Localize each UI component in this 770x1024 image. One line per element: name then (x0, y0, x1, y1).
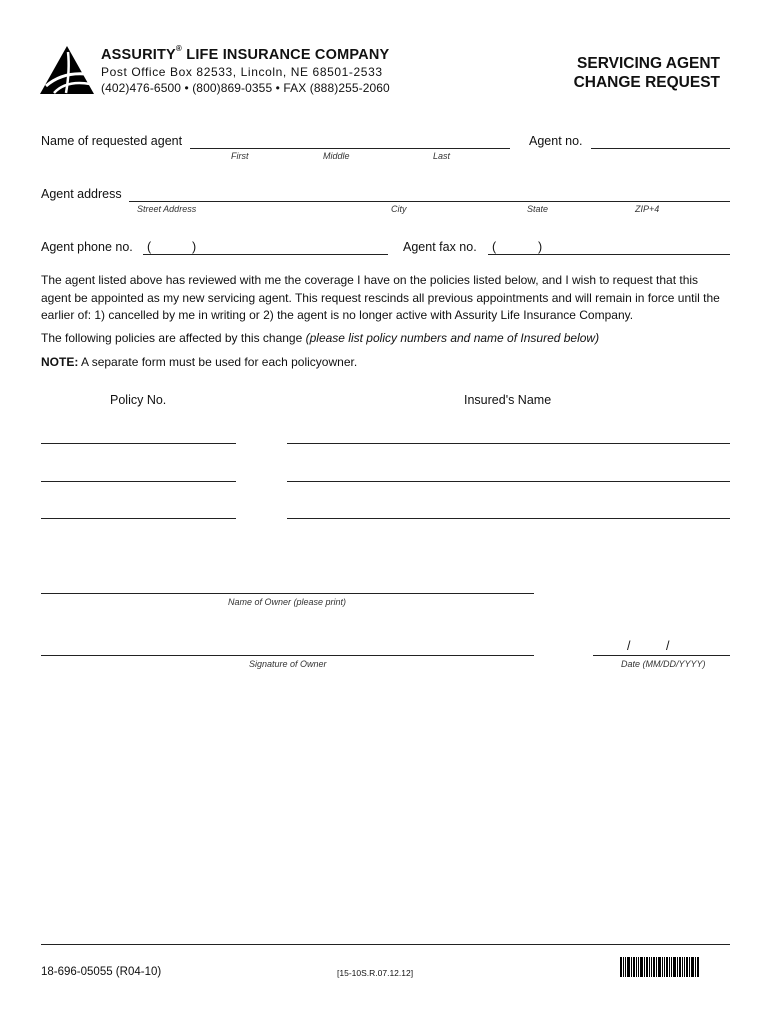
company-name-main: ASSURITY (101, 46, 176, 63)
company-address: Post Office Box 82533, Lincoln, NE 68501-2533 (101, 65, 383, 79)
request-paragraph: The agent listed above has reviewed with me the coverage I have on the policies listed below, and I wish to request that this agent be appointed as my new servicing agent. This request rescinds all previous appointments and will remain in force until the earlier of: 1) cancelled by me in writing or 2) the agent is no longer active with Assurity Life Insurance Company. (41, 273, 720, 322)
insured-name-field[interactable] (287, 443, 730, 444)
name-last-caption: Last (433, 151, 451, 161)
name-first-caption: First (231, 151, 249, 161)
owner-name-field[interactable] (41, 593, 534, 594)
barcode (620, 957, 724, 977)
name-middle-caption: Middle (323, 151, 350, 161)
date-slash-2: / (666, 639, 670, 653)
policies-intro-text: The following policies are affected by this change (41, 331, 306, 345)
registered-mark: ® (175, 44, 183, 53)
company-logo (40, 46, 94, 94)
form-number: 18-696-05055 (R04-10) (41, 966, 162, 978)
addr-state-caption: State (527, 204, 549, 214)
policies-intro (41, 330, 731, 348)
agent-phone-field[interactable] (143, 254, 388, 255)
policy-no-field[interactable] (41, 443, 236, 444)
company-name (101, 46, 389, 63)
agent-phone-label: Agent phone no. (41, 240, 133, 254)
addr-zip-caption: ZIP+4 (635, 204, 660, 214)
date-field[interactable] (593, 655, 730, 656)
policy-no-header: Policy No. (110, 393, 167, 407)
company-name-rest: LIFE INSURANCE COMPANY (182, 46, 390, 63)
agent-fax-field[interactable] (488, 254, 730, 255)
policy-no-field[interactable] (41, 481, 236, 482)
policy-no-field[interactable] (41, 518, 236, 519)
insured-name-field[interactable] (287, 518, 730, 519)
form-title-line1: SERVICING AGENT (577, 55, 720, 72)
owner-signature-field[interactable] (41, 655, 534, 656)
agent-name-label: Name of requested agent (41, 134, 183, 148)
date-slash-1: / (627, 639, 631, 653)
insured-name-field[interactable] (287, 481, 730, 482)
note-bold: NOTE: (41, 355, 79, 369)
note-text: A separate form must be used for each policyowner. (78, 355, 358, 369)
addr-street-caption: Street Address (137, 204, 197, 214)
note-line (41, 354, 731, 372)
fax-paren-close: ) (538, 240, 543, 254)
agent-no-field[interactable] (591, 148, 730, 149)
footer-divider (41, 944, 730, 945)
agent-no-label: Agent no. (529, 134, 583, 148)
form-title-line2: CHANGE REQUEST (573, 74, 720, 91)
revision-code: [15-10S.R.07.12.12] (337, 968, 414, 978)
signature-caption: Signature of Owner (249, 659, 327, 669)
addr-city-caption: City (391, 204, 407, 214)
phone-paren-close: ) (192, 240, 197, 254)
phone-paren-open: ( (147, 240, 152, 254)
date-caption: Date (MM/DD/YYYY) (621, 659, 706, 669)
company-phones: (402)476-6500 • (800)869-0355 • FAX (888)255-2060 (101, 81, 390, 95)
agent-fax-label: Agent fax no. (403, 240, 477, 254)
insured-name-header: Insured's Name (464, 393, 552, 407)
owner-name-caption: Name of Owner (please print) (228, 597, 347, 607)
agent-address-label: Agent address (41, 187, 122, 201)
agent-name-field[interactable] (190, 148, 510, 149)
policies-intro-italic: (please list policy numbers and name of Insured below) (305, 331, 600, 345)
fax-paren-open: ( (492, 240, 497, 254)
logo-mountain-icon (40, 46, 94, 94)
form-title (520, 54, 720, 92)
agent-address-field[interactable] (129, 201, 730, 202)
